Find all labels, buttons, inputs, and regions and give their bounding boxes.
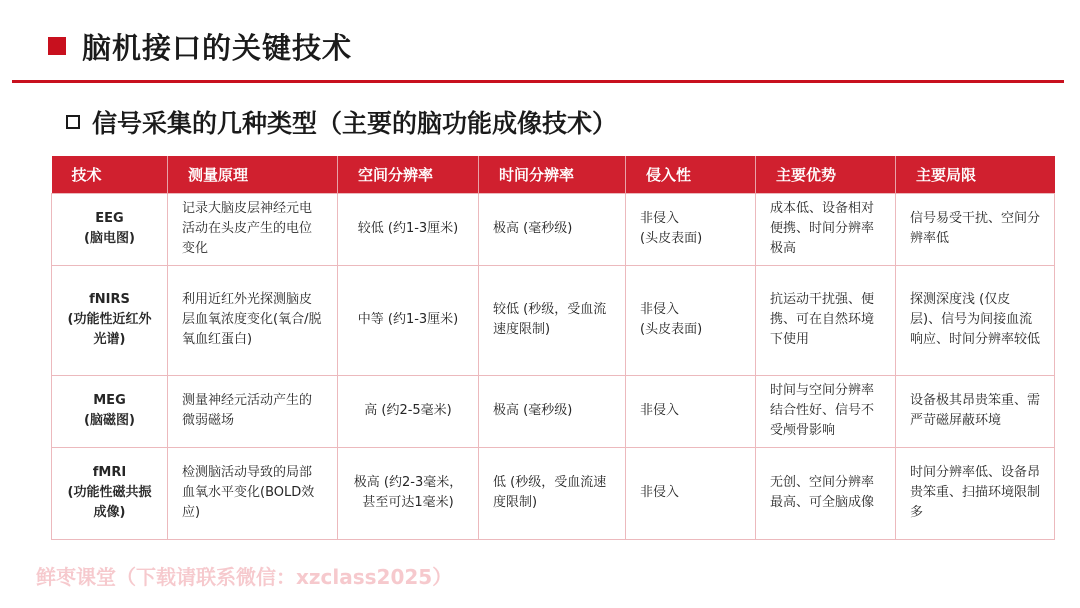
table-header-row: [52, 156, 1055, 193]
subtitle-bullet-box-icon: [66, 115, 80, 129]
table-row: [52, 193, 1055, 265]
principle-cell: 检测脑活动导致的局部血氧水平变化(BOLD效应): [168, 447, 338, 539]
invasive-cell: 非侵入: [626, 447, 756, 539]
table-row: [52, 447, 1055, 539]
title-divider: [12, 80, 1064, 83]
slide-subtitle: 信号采集的几种类型（主要的脑功能成像技术）: [92, 109, 618, 138]
tech-name: fNIRS: [89, 292, 130, 307]
header-spatial-resolution: 空间分辨率: [338, 156, 479, 193]
tech-name: MEG: [93, 393, 126, 408]
tech-cn-name: (功能性磁共振成像): [67, 485, 152, 520]
principle-cell: 测量神经元活动产生的微弱磁场: [168, 375, 338, 447]
slide-title: 脑机接口的关键技术: [82, 30, 353, 65]
tech-cell: [52, 265, 168, 375]
tech-cell: [52, 193, 168, 265]
header-limitations: 主要局限: [896, 156, 1055, 193]
tech-cell: [52, 375, 168, 447]
principle-cell: 记录大脑皮层神经元电活动在头皮产生的电位变化: [168, 193, 338, 265]
header-invasiveness: 侵入性: [626, 156, 756, 193]
temporal-cell: 极高 (毫秒级): [479, 193, 626, 265]
title-bullet-square: [48, 37, 66, 55]
subtitle-row: [66, 102, 617, 142]
table-row: [52, 265, 1055, 375]
header-tech: 技术: [52, 156, 168, 193]
table-row: [52, 375, 1055, 447]
tech-cn-name: (脑电图): [84, 231, 135, 246]
limitation-cell: 设备极其昂贵笨重、需严苛磁屏蔽环境: [896, 375, 1055, 447]
slide-title-row: [48, 26, 352, 66]
temporal-cell: 低 (秒级，受血流速度限制): [479, 447, 626, 539]
spatial-cell: 极高 (约2-3毫米，甚至可达1毫米): [338, 447, 479, 539]
temporal-cell: 较低 (秒级，受血流速度限制): [479, 265, 626, 375]
header-advantages: 主要优势: [756, 156, 896, 193]
invasive-cell: 非侵入 (头皮表面): [626, 193, 756, 265]
advantage-cell: 抗运动干扰强、便携、可在自然环境下使用: [756, 265, 896, 375]
spatial-cell: 较低 (约1-3厘米): [338, 193, 479, 265]
tech-cn-name: (脑磁图): [84, 413, 135, 428]
principle-cell: 利用近红外光探测脑皮层血氧浓度变化(氧合/脱氧血红蛋白): [168, 265, 338, 375]
limitation-cell: 信号易受干扰、空间分辨率低: [896, 193, 1055, 265]
watermark-footer: 鲜枣课堂（下载请联系微信：xzclass2025）: [36, 565, 453, 589]
header-principle: 测量原理: [168, 156, 338, 193]
spatial-cell: 高 (约2-5毫米): [338, 375, 479, 447]
invasive-cell: 非侵入 (头皮表面): [626, 265, 756, 375]
limitation-cell: 探测深度浅 (仅皮层)、信号为间接血流响应、时间分辨率较低: [896, 265, 1055, 375]
limitation-cell: 时间分辨率低、设备昂贵笨重、扫描环境限制多: [896, 447, 1055, 539]
advantage-cell: 成本低、设备相对便携、时间分辨率极高: [756, 193, 896, 265]
invasive-cell: 非侵入: [626, 375, 756, 447]
tech-cn-name: (功能性近红外光谱): [67, 312, 152, 347]
advantage-cell: 时间与空间分辨率结合性好、信号不受颅骨影响: [756, 375, 896, 447]
header-temporal-resolution: 时间分辨率: [479, 156, 626, 193]
tech-cell: [52, 447, 168, 539]
temporal-cell: 极高 (毫秒级): [479, 375, 626, 447]
comparison-table: [51, 156, 1055, 540]
tech-name: fMRI: [92, 465, 127, 480]
tech-name: EEG: [95, 211, 124, 226]
advantage-cell: 无创、空间分辨率最高、可全脑成像: [756, 447, 896, 539]
spatial-cell: 中等 (约1-3厘米): [338, 265, 479, 375]
